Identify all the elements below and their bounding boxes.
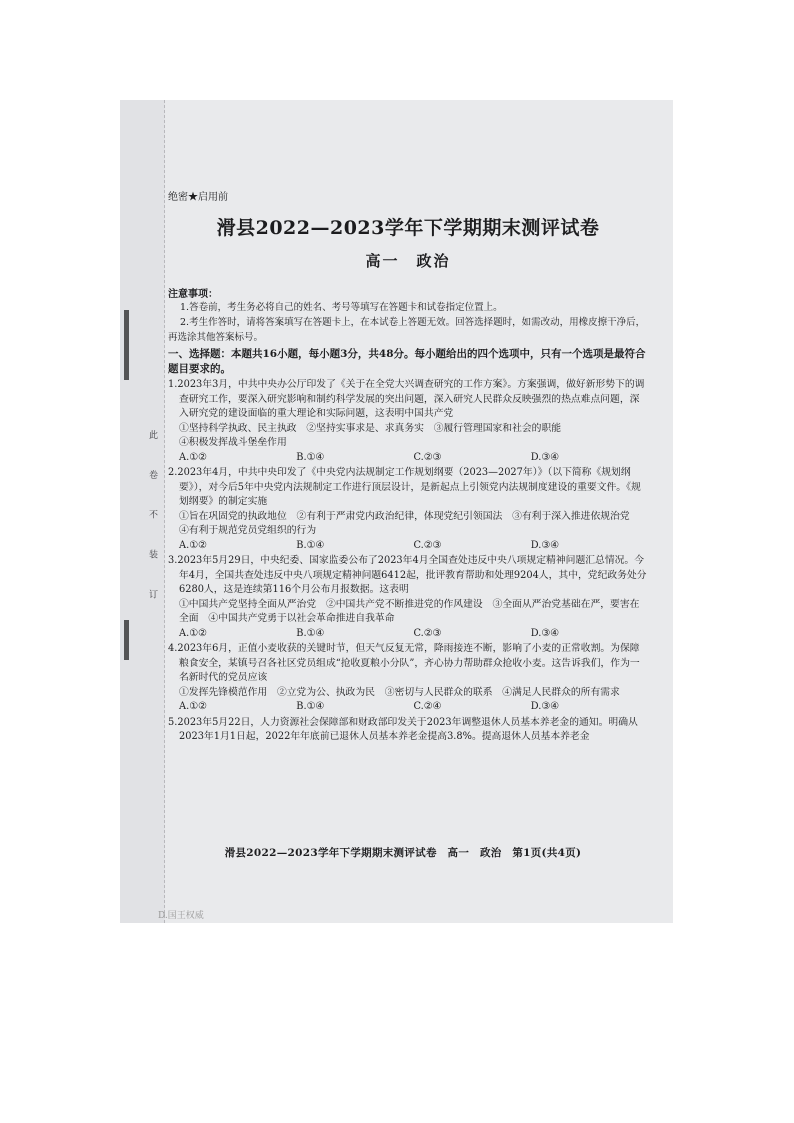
question-stem: 1.2023年3月，中共中央办公厅印发了《关于在全党大兴调查研究的工作方案》。方案强调，做好新形势下的调查研究工作，要深入研究影响和制约科学发展的突出问题，深入研究人民群众反映强烈的热点难点问题，深入研究党的建设面临的重大理论和实际问题，这表明中国共产党 [168, 379, 645, 419]
choice-a: A.①② [179, 539, 207, 551]
question-2 [168, 466, 648, 553]
question-stem: 4.2023年6月，正值小麦收获的关键时节，但天气反复无常，降雨接连不断，影响了小麦的正常收割。为保障粮食安全，某镇号召各社区党员组成“抢收夏粮小分队”，齐心协力帮助群众抢收小麦。这告诉我们，作为一名新时代的党员应该 [168, 643, 640, 683]
choice-d: D.③④ [530, 451, 559, 463]
binding-margin [120, 100, 165, 923]
next-page-bleed-text: D.国王权威 [158, 911, 204, 921]
notice-item: 2.考生作答时，请将答案填写在答题卡上，在本试卷上答题无效。回答选择题时，如需改动，用橡皮擦干净后，再选涂其他答案标号。 [168, 317, 646, 343]
choice-a: A.①② [179, 701, 207, 712]
choice-a: A.①② [179, 627, 207, 639]
choice-b: B.①④ [296, 701, 325, 712]
question-3 [168, 554, 648, 641]
question-4 [168, 642, 648, 715]
answer-choices [168, 700, 648, 715]
answer-choices [168, 539, 648, 554]
scanned-page-photo [120, 100, 673, 923]
choice-c: C.②③ [413, 627, 442, 639]
question-options: ①发挥先锋模范作用 ②立党为公、执政为民 ③密切与人民群众的联系 ④满足人民群众的所有需求 [179, 686, 620, 698]
question-1 [168, 378, 648, 465]
choice-b: B.①④ [296, 539, 325, 551]
question-options: ①中国共产党坚持全面从严治党 ②中国共产党不断推进党的作风建设 ③全面从严治党基础在严，要害在全面 ④中国共产党勇于以社会革命推进自我革命 [179, 598, 640, 624]
question-options: ①坚持科学执政、民主执政 ②坚持实事求是、求真务实 ③履行管理国家和社会的职能 [179, 422, 562, 434]
section-heading: 一、选择题：本题共16小题，每小题3分，共48分。每小题给出的四个选项中，只有一个选项是最符合题目要求的。 [168, 348, 646, 375]
choice-b: B.①④ [296, 451, 325, 463]
choice-d: D.③④ [530, 539, 559, 551]
binding-text: 此 卷 不 装 订 [147, 430, 157, 613]
question-stem: 2.2023年4月，中共中央印发了《中央党内法规制定工作规划纲要（2023—2027年）》（以下简称《规划纲要》），对今后5年中央党内法规制定工作进行顶层设计，是新起点上引领党内法规制度建设的重要文件。《规划纲要》的制定实施 [168, 467, 641, 507]
answer-choices [168, 627, 648, 642]
choice-a: A.①② [179, 451, 207, 463]
binding-mark [124, 310, 129, 380]
page-footer: 滑县2022—2023学年下学期期末测评试卷 高一 政治 第1页(共4页) [224, 847, 582, 859]
choice-b: B.①④ [296, 627, 325, 639]
choice-d: D.③④ [530, 701, 559, 712]
notice-heading: 注意事项： [168, 289, 218, 300]
choice-d: D.③④ [530, 627, 559, 639]
notice-item: 1.答卷前，考生务必将自己的姓名、考号等填写在答题卡和试卷指定位置上。 [180, 302, 503, 313]
choice-c: C.②④ [413, 701, 442, 712]
exam-title: 滑县2022—2023学年下学期期末测评试卷 [216, 217, 600, 239]
question-stem: 5.2023年5月22日，人力资源社会保障部和财政部印发关于2023年调整退休人员基本养老金的通知。明确从2023年1月1日起，2022年年底前已退休人员基本养老金提高3.8%。提高退休人员基本养老金 [168, 716, 638, 742]
exam-subtitle: 高一 政治 [365, 252, 451, 270]
exam-sheet [168, 188, 648, 745]
binding-mark [124, 620, 129, 660]
question-options: ①旨在巩固党的执政地位 ②有利于严肃党内政治纪律，体现党纪引领国法 ③有利于深入推进依规治党 ④有利于规范党员党组织的行为 [179, 510, 640, 536]
answer-choices [168, 451, 648, 466]
question-options: ④积极发挥战斗堡垒作用 [179, 437, 287, 448]
choice-c: C.②③ [413, 451, 442, 463]
choice-c: C.②③ [413, 539, 442, 551]
question-5 [168, 716, 648, 745]
question-stem: 3.2023年5月29日，中央纪委、国家监委公布了2023年4月全国查处违反中央八项规定精神问题汇总情况。今年4月，全国共查处违反中央八项规定精神问题6412起，批评教育帮助和处理9204人，其中，党纪政务处分6280人，这是连续第116个月公布月报数据。这表明 [168, 555, 647, 595]
secret-mark: 绝密★启用前 [168, 192, 228, 203]
